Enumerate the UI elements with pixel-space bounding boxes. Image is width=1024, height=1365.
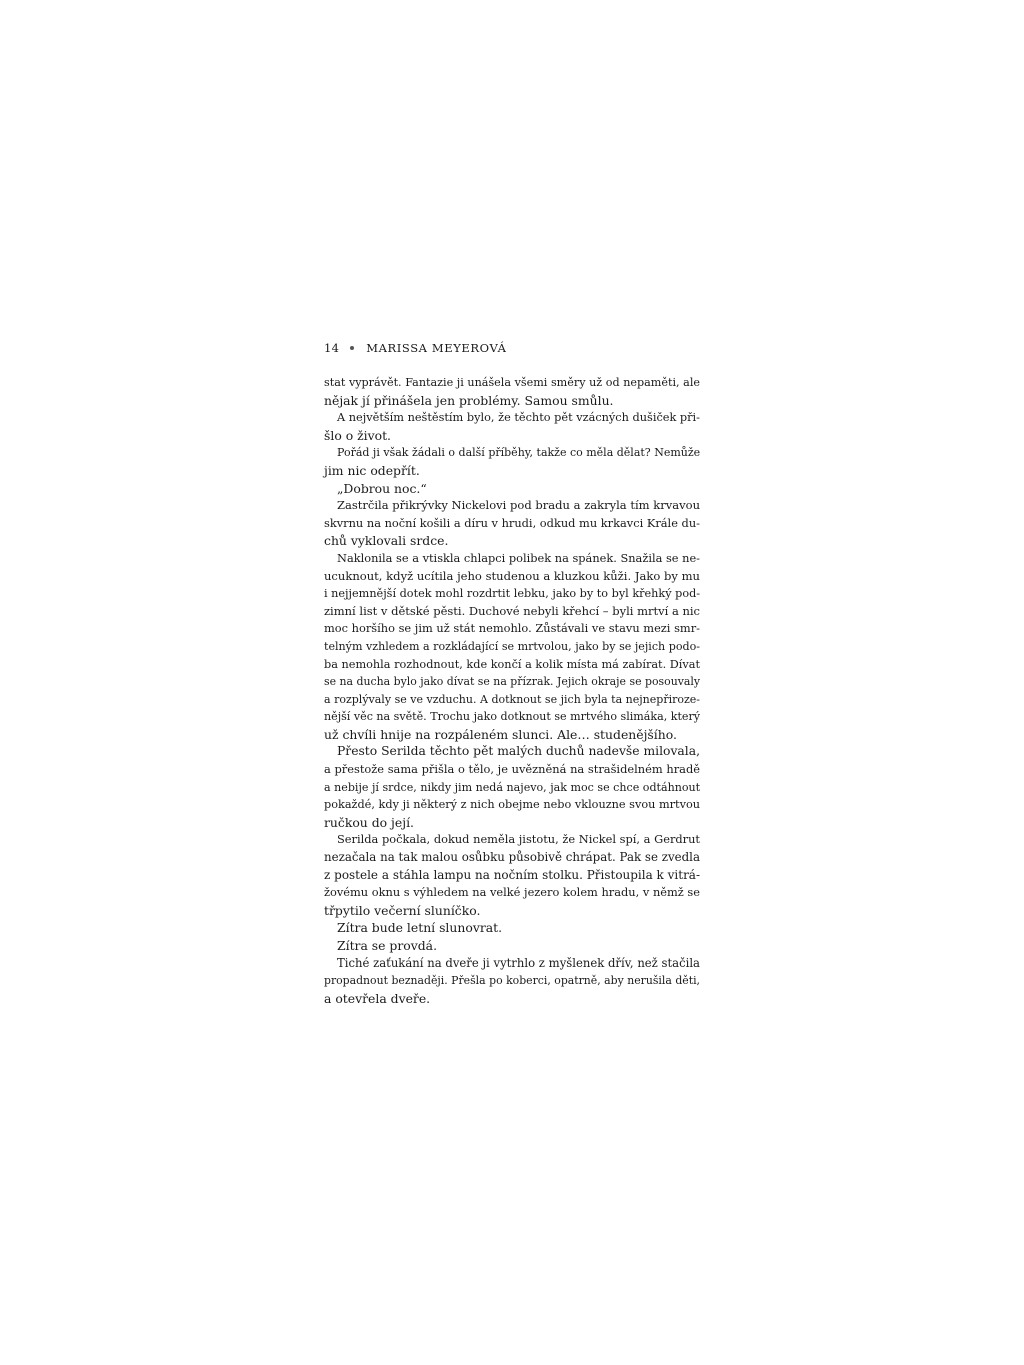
text-line: propadnout beznaději. Přešla po koberci, opatrně, aby nerušila děti, [324,974,700,988]
text-line: a otevřela dveře. [324,990,431,1006]
text-line: Přesto Serilda těchto pět malých duchů nadevše milovala, [337,744,700,759]
text-line: pokaždé, kdy ji některý z nich obejme nebo vklouzne svou mrtvou [324,798,700,812]
text-line: Pořád ji však žádali o další příběhy, takže co měla dělat? Nemůže [337,446,701,460]
text-line: skvrnu na noční košili a díru v hrudi, odkud mu krkavci Krále du- [324,515,700,530]
author-name: MARISSA MEYEROVÁ [366,341,507,355]
text-line: Tiché zaťukání na dveře ji vytrhlo z myšlenek dřív, než stačila [337,955,700,970]
text-line: Naklonila se a vtiskla chlapci polibek na spánek. Snažila se ne- [337,550,701,565]
text-line: nezačala na tak malou osůbku působivě chrápat. Pak se zvedla [324,850,700,865]
text-line: moc horšího se jim už stát nemohlo. Zůstávali ve stavu mezi smr- [324,621,700,636]
page-number: 14 [324,341,340,355]
text-line: nější věc na světě. Trochu jako dotknout se mrtvého slimáka, který [324,710,701,724]
text-line: a přestože sama přišla o tělo, je uvězněná na strašidelném hradě [324,762,700,777]
text-line: se na ducha bylo jako dívat se na přízrak. Jejich okraje se posouvaly [324,675,701,689]
text-line: a nebije jí srdce, nikdy jim nedá najevo, jak moc se chce odtáhnout [324,780,701,794]
text-line: ba nemohla rozhodnout, kde končí a kolik místa má zabírat. Dívat [324,657,700,671]
text-line: z postele a stáhla lampu na nočním stolku. Přistoupila k vitrá- [324,867,700,882]
text-line: žovému oknu s výhledem na velké jezero kolem hradu, v němž se [324,885,700,900]
text-line: a rozplývaly se ve vzduchu. A dotknout se jich byla ta nejnepřiroze- [324,692,700,706]
text-line: ručkou do její. [324,814,414,830]
text-line: nějak jí přinášela jen problémy. Samou smůlu. [324,392,614,408]
text-line: „Dobrou noc.“ [337,480,427,496]
text-line: jim nic odepřít. [324,462,420,478]
text-line: telným vzhledem a rozkládající se mrtvolou, jako by se jejich podo- [324,639,700,653]
text-line: chů vyklovali srdce. [324,533,449,549]
text-line: stat vyprávět. Fantazie ji unášela všemi směry už od nepaměti, ale [324,376,700,389]
text-line: Zastrčila přikrývky Nickelovi pod bradu a zakryla tím krvavou [337,498,700,513]
text-line: zimní list v dětské pěsti. Duchové nebyli křehcí – byli mrtví a nic [324,603,700,618]
text-line: už chvíli hnije na rozpáleném slunci. Ale… studenějšího. [324,726,677,742]
text-line: i nejjemnější dotek mohl rozdrtit lebku, jako by to byl křehký pod- [324,587,701,601]
text-line: Zítra bude letní slunovrat. [337,920,503,936]
text-line: A největším neštěstím bylo, že těchto pět vzácných dušiček při- [337,411,700,425]
running-head [324,340,704,356]
text-line: ucuknout, když ucítila jeho studenou a kluzkou kůži. Jako by mu [324,568,700,583]
bullet-separator-icon [350,346,354,350]
text-line: třpytilo večerní sluníčko. [324,902,481,918]
body-text [324,374,700,1007]
text-line: šlo o život. [324,427,391,443]
text-line: Serilda počkala, dokud neměla jistotu, že Nickel spí, a Gerdrut [337,832,700,847]
text-line: Zítra se provdá. [337,938,438,953]
